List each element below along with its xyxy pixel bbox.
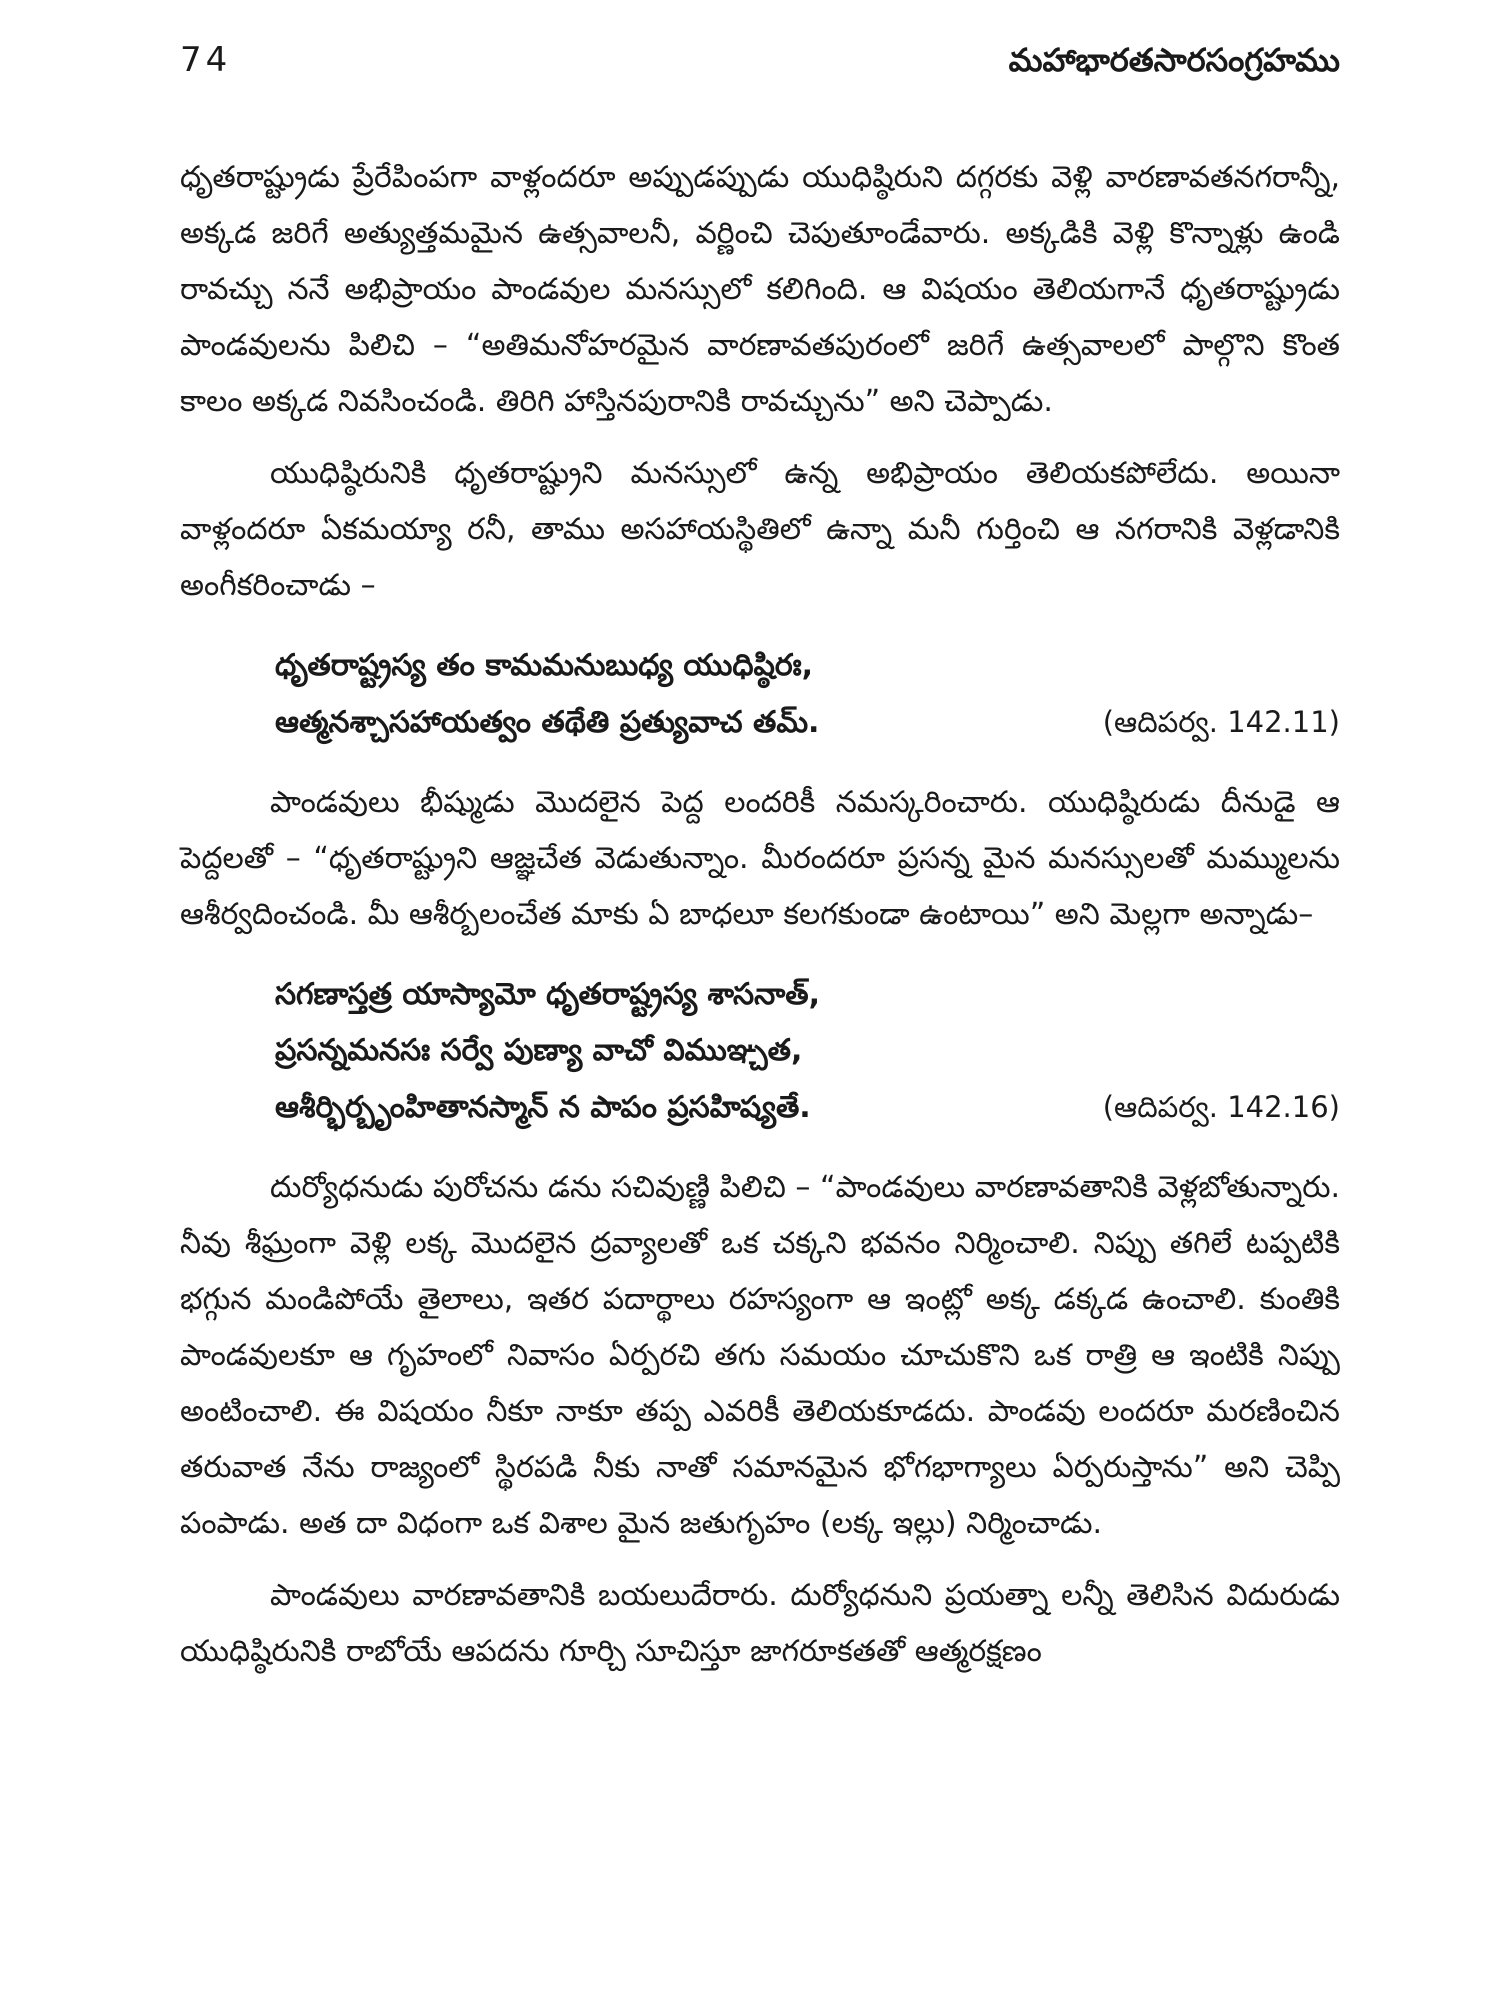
paragraph-1: ధృతరాష్ట్రుడు ప్రేరేపింపగా వాళ్లందరూ అప్పుడప్పుడు యుధిష్ఠిరుని దగ్గరకు వెళ్లి వారణావతనగరాన్నీ, అక్కడ జరిగే అత్యుత్తమమైన ఉత్సవాలనీ, వర్ణించి చెపుతూండేవారు. అక్కడికి వెళ్లి కొన్నాళ్లు ఉండి రావచ్చు ననే అభిప్రాయం పాండవుల మనస్సులో కలిగింది. ఆ విషయం తెలియగానే ధృతరాష్ట్రుడు పాండవులను పిలిచి – “అతిమనోహరమైన వారణావతపురంలో జరిగే ఉత్సవాలలో పాల్గొని కొంత కాలం అక్కడ నివసించండి. తిరిగి హాస్తినపురానికి రావచ్చును” అని చెప్పాడు. [180, 160, 1340, 419]
verse-block-1 [275, 638, 1340, 751]
verse-reference: (ఆదిపర్వ. 142.16) [1102, 1090, 1340, 1124]
page-number: 74 [180, 40, 232, 80]
paragraph-3: పాండవులు భీష్ముడు మొదలైన పెద్ద లందరికీ నమస్కరించారు. యుధిష్ఠిరుడు దీనుడై ఆ పెద్దలతో – “ధృతరాష్ట్రుని ఆజ్ఞచేత వెడుతున్నాం. మీరందరూ ప్రసన్న మైన మనస్సులతో మమ్ములను ఆశీర్వదించండి. మీ ఆశీర్బలంచేత మాకు ఏ బాధలూ కలగకుండా ఉంటాయి” అని మెల్లగా అన్నాడు– [180, 785, 1340, 932]
paragraph-2: యుధిష్ఠిరునికి ధృతరాష్ట్రుని మనస్సులో ఉన్న అభిప్రాయం తెలియకపోలేదు. అయినా వాళ్లందరూ ఏకమయ్యా రనీ, తాము అసహాయస్థితిలో ఉన్నా మనీ గుర్తించి ఆ నగరానికి వెళ్లడానికి అంగీకరించాడు – [180, 456, 1340, 603]
paragraph-4: దుర్యోధనుడు పురోచను డను సచివుణ్ణి పిలిచి – “పాండవులు వారణావతానికి వెళ్లబోతున్నారు. నీవు శీఘ్రంగా వెళ్లి లక్క మొదలైన ద్రవ్యాలతో ఒక చక్కని భవనం నిర్మించాలి. నిప్పు తగిలే టప్పటికి భగ్గున మండిపోయే తైలాలు, ఇతర పదార్థాలు రహస్యంగా ఆ ఇంట్లో అక్క డక్కడ ఉంచాలి. కుంతికి పాండవులకూ ఆ గృహంలో నివాసం ఏర్పరచి తగు సమయం చూచుకొని ఒక రాత్రి ఆ ఇంటికి నిప్పు అంటించాలి. ఈ విషయం నీకూ నాకూ తప్ప ఎవరికీ తెలియకూడదు. పాండవు లందరూ మరణించిన తరువాత నేను రాజ్యంలో స్థిరపడి నీకు నాతో సమానమైన భోగభాగ్యాలు ఏర్పరుస్తాను” అని చెప్పి పంపాడు. అత దా విధంగా ఒక విశాల మైన జతుగృహం (లక్క ఇల్లు) నిర్మించాడు. [180, 1170, 1340, 1541]
verse-line [275, 1079, 1340, 1136]
verse-line [275, 694, 1340, 751]
verse-reference: (ఆదిపర్వ. 142.11) [1102, 705, 1340, 739]
verse-text: సగణాస్తత్ర యాస్యామో ధృతరాష్ట్రస్య శాసనాత్, [275, 977, 821, 1012]
verse-text: ఆత్మనశ్చాసహాయత్వం తథేతి ప్రత్యువాచ తమ్. [275, 705, 820, 740]
verse-text: ఆశీర్భిర్బృంహితానస్మాన్ న పాపం ప్రసహిష్యతే. [275, 1090, 811, 1125]
verse-line [275, 967, 1340, 1023]
page-header [180, 40, 1340, 100]
verse-line [275, 1023, 1340, 1079]
verse-block-2 [275, 967, 1340, 1136]
verse-text: ప్రసన్నమనసః సర్వే పుణ్యా వాచో విముఞ్చత, [275, 1033, 803, 1068]
paragraph-5: పాండవులు వారణావతానికి బయలుదేరారు. దుర్యోధనుని ప్రయత్నా లన్నీ తెలిసిన విదురుడు యుధిష్ఠిరునికి రాబోయే ఆపదను గూర్చి సూచిస్తూ జాగరూకతతో ఆత్మరక్షణం [180, 1578, 1340, 1669]
running-title: మహాభారతసారసంగ్రహము [1008, 41, 1340, 79]
verse-text: ధృతరాష్ట్రస్య తం కామమనుబుధ్య యుధిష్ఠిరః, [275, 648, 813, 683]
verse-line [275, 638, 1340, 694]
